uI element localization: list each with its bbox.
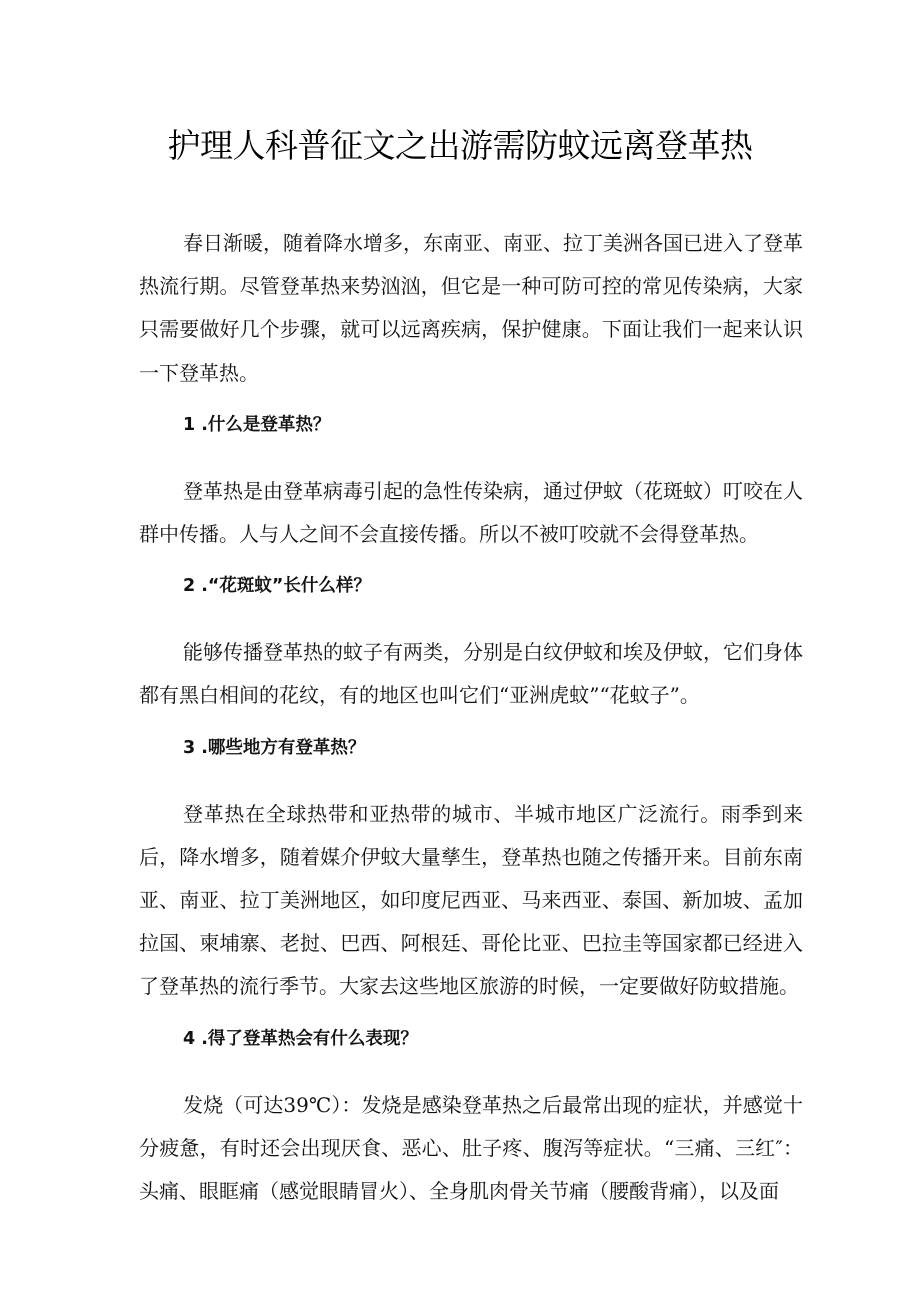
section-heading-1: 1 .什么是登革热？	[183, 414, 331, 435]
document-title: 护理人科普征文之出游需防蚊远离登革热	[167, 126, 753, 165]
section-text-2: 能够传播登革热的蚊子有两类，分别是白纹伊蚊和埃及伊蚊，它们身体都有黑白相间的花纹，有的地区也叫它们“亚洲虎蚊”“花蚊子”。	[139, 640, 803, 708]
section-text-4: 发烧（可达39℃）：发烧是感染登革热之后最常出现的症状，并感觉十分疲惫，有时还会出现厌食、恶心、肚子疼、腹泻等症状。“三痛、三红″：头痛、眼眶痛（感觉眼睛冒火）、全身肌肉骨关节痛（腰酸背痛），以及面	[139, 1092, 803, 1204]
document-body	[139, 222, 803, 1213]
section-heading-3: 3 .哪些地方有登革热？	[183, 737, 366, 758]
section-heading-2: 2 .“花斑蚊”长什么样？	[183, 576, 371, 597]
section-text-3: 登革热在全球热带和亚热带的城市、半城市地区广泛流行。雨季到来后，降水增多，随着媒介伊蚊大量孳生，登革热也随之传播开来。目前东南亚、南亚、拉丁美洲地区，如印度尼西亚、马来西亚、泰国、新加坡、孟加拉国、柬埔寨、老挝、巴西、阿根廷、哥伦比亚、巴拉圭等国家都已经进入了登革热的流行季节。大家去这些地区旅游的时候，一定要做好防蚊措施。	[139, 801, 803, 999]
section-text-1: 登革热是由登革病毒引起的急性传染病，通过伊蚊（花斑蚊）叮咬在人群中传播。人与人之间不会直接传播。所以不被叮咬就不会得登革热。	[139, 478, 803, 547]
intro-paragraph: 春日渐暖，随着降水增多，东南亚、南亚、拉丁美洲各国已进入了登革热流行期。尽管登革热来势汹汹，但它是一种可防可控的常见传染病，大家只需要做好几个步骤，就可以远离疾病，保护健康。下面让我们一起来认识一下登革热。	[139, 231, 803, 385]
section-heading-4: 4 .得了登革热会有什么表现？	[183, 1028, 418, 1049]
